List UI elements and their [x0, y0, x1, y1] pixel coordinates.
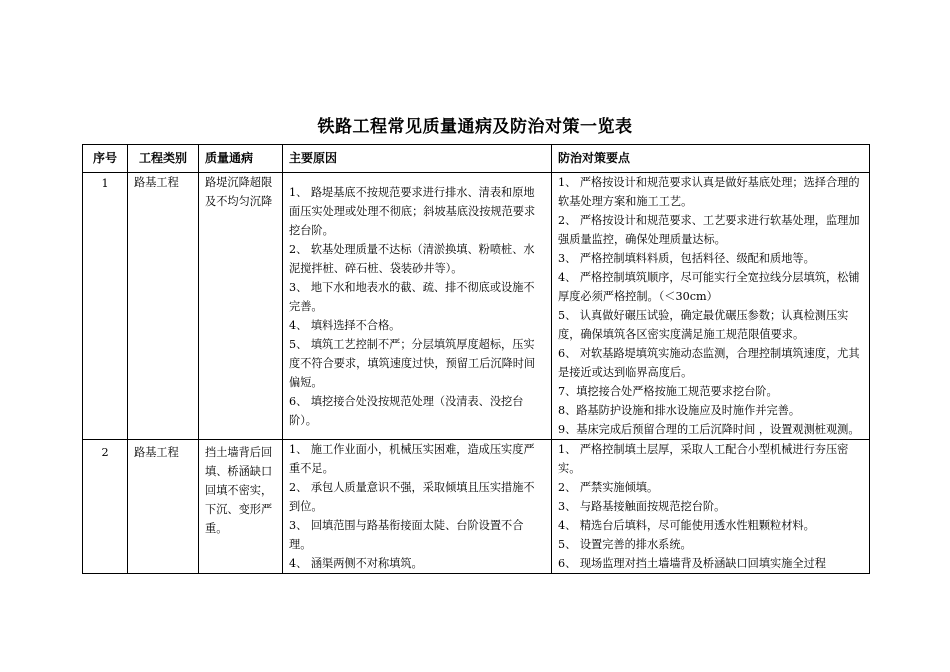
row-measures [552, 173, 870, 440]
cause-item: 6、 填挖接合处没按规范处理（没清表、没挖台阶）。 [289, 395, 524, 427]
measure-item: 1、 严格按设计和规范要求认真是做好基底处理；选择合理的软基处理方案和施工工艺。 [558, 176, 860, 208]
table-row [83, 173, 870, 440]
page-title: 铁路工程常见质量通病及防治对策一览表 [317, 117, 633, 137]
cause-item: 1、 路堤基底不按规范要求进行排水、清表和原地面压实处理或处理不彻底；斜坡基底没按规范要求挖台阶。 [289, 186, 536, 237]
table-header-row [83, 145, 870, 173]
measure-item: 3、 与路基接触面按规范挖台阶。 [558, 500, 726, 513]
measure-item: 7、填挖接合处严格按施工规范要求挖台阶。 [558, 385, 778, 398]
row-index: 1 [83, 173, 128, 440]
measure-item: 1、 严格控制填土层厚，采取人工配合小型机械进行夯压密实。 [558, 443, 849, 475]
row-causes [283, 173, 552, 440]
measure-item: 5、 设置完善的排水系统。 [558, 538, 692, 551]
row-category: 路基工程 [128, 440, 199, 574]
cause-item: 2、 承包人质量意识不强，采取倾填且压实措施不到位。 [289, 481, 535, 513]
header-defect: 质量通病 [199, 145, 283, 173]
row-defect: 路堤沉降超限及不均匀沉降 [199, 173, 283, 440]
row-causes [283, 440, 552, 574]
cause-item: 3、 回填范围与路基衔接面太陡、台阶设置不合理。 [289, 519, 524, 551]
measure-item: 9、基床完成后预留合理的工后沉降时间 ，设置观测桩观测。 [558, 423, 860, 436]
cause-item: 2、 软基处理质量不达标（清淤换填、粉喷桩、水泥搅拌桩、碎石桩、袋装砂井等）。 [289, 243, 535, 275]
measure-item: 4、 严格控制填筑顺序，尽可能实行全宽拉线分层填筑，松铺厚度必须严格控制。（＜30cm） [558, 271, 860, 303]
table-row [83, 440, 870, 574]
row-defect: 挡土墙背后回填、桥涵缺口回填不密实，下沉、变形严重。 [199, 440, 283, 574]
header-measures: 防治对策要点 [552, 145, 870, 173]
header-category: 工程类别 [128, 145, 199, 173]
measure-item: 3、 严格控制填料料质，包括料径、级配和质地等。 [558, 252, 815, 265]
cause-item: 5、 填筑工艺控制不严；分层填筑厚度超标，压实度不符合要求，填筑速度过快，预留工后沉降时间偏短。 [289, 338, 536, 389]
row-index: 2 [83, 440, 128, 574]
row-measures [552, 440, 870, 574]
cause-item: 4、 涵渠两侧不对称填筑。 [289, 557, 423, 570]
cause-item: 3、 地下水和地表水的截、疏、排不彻底或设施不完善。 [289, 281, 535, 313]
measure-item: 4、 精选台后填料，尽可能使用透水性粗颗粒材料。 [558, 519, 815, 532]
cause-item: 1、 施工作业面小，机械压实困难，造成压实度严重不足。 [289, 443, 535, 475]
cause-item: 4、 填料选择不合格。 [289, 319, 401, 332]
measure-item: 5、 认真做好碾压试验，确定最优碾压参数；认真检测压实度，确保填筑各区密实度满足施工规范限值要求。 [558, 309, 849, 341]
measure-item: 2、 严格按设计和规范要求、工艺要求进行软基处理，监理加强质量监控，确保处理质量达标。 [558, 214, 860, 246]
row-category: 路基工程 [128, 173, 199, 440]
measure-item: 6、 对软基路堤填筑实施动态监测，合理控制填筑速度，尤其是接近或达到临界高度后。 [558, 347, 860, 379]
header-causes: 主要原因 [283, 145, 552, 173]
measure-item: 6、 现场监理对挡土墙墙背及桥涵缺口回填实施全过程 [558, 557, 826, 570]
measure-item: 8、路基防护设施和排水设施应及时施作并完善。 [558, 404, 801, 417]
header-index: 序号 [83, 145, 128, 173]
measure-item: 2、 严禁实施倾填。 [558, 481, 659, 494]
defects-table [82, 144, 870, 574]
